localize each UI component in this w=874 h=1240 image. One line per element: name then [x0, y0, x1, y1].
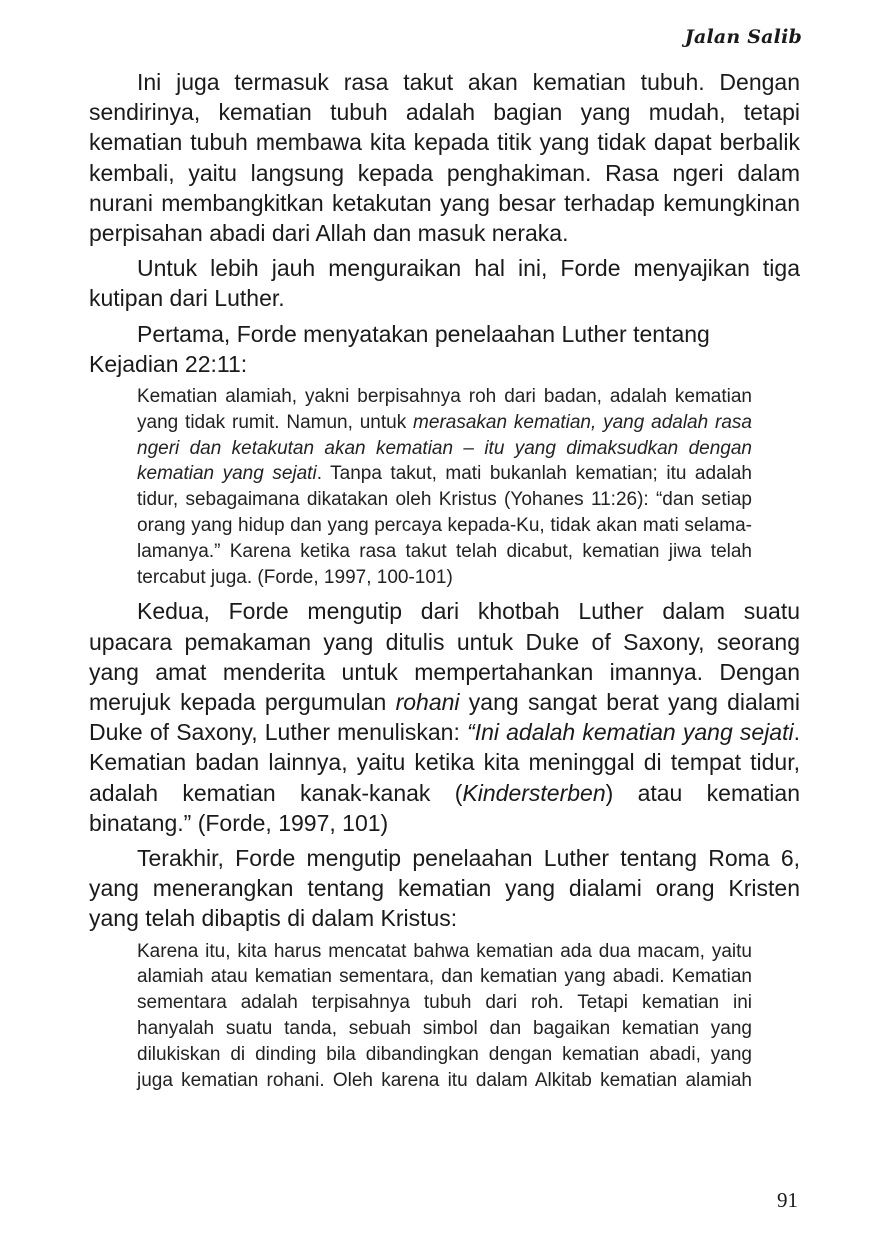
paragraph-fear-of-death: Ini juga termasuk rasa takut akan kematian tubuh. Dengan sendirinya, kematian tubuh adalah bagian yang mudah, tetapi kematian tubuh membawa kita kepada titik yang tidak dapat berbalik kembali, yaitu langsung kepada penghakiman. Rasa ngeri dalam nurani membangkitkan ketakutan yang besar terhadap kemungkinan perpisahan abadi dari Allah dan masuk neraka.	[89, 69, 800, 247]
paragraph-first-quote-intro: Pertama, Forde menyatakan penelaahan Luther tentang Kejadian 22:11:	[89, 320, 710, 377]
block-quote-romans: Karena itu, kita harus mencatat bahwa kematian ada dua macam, yaitu alamiah atau kematian sementara, dan kematian yang abadi. Kematian sementara adalah terpisahnya tubuh dari roh. Tetapi kematian ini hanyalah suatu tanda, sebuah simbol dan bagaikan kematian yang dilukiskan di dinding bila dibandingkan dengan kematian abadi, yang juga kematian rohani. Oleh karena itu dalam Alkitab kematian alamiah	[137, 940, 752, 1091]
block-quote-genesis	[137, 384, 752, 590]
paragraph-text: ) atau kematian binatang.” (Forde, 1997, 101)	[89, 779, 800, 836]
running-header: Jalan Salib	[684, 26, 802, 48]
quote-emphasis: merasakan kematian, yang adalah rasa ngeri dan ketakutan akan kematian – itu yang dimaksudkan dengan kematian yang sejati	[137, 411, 752, 485]
paragraph-three-quotes-intro: Untuk lebih jauh menguraikan hal ini, Forde menyajikan tiga kutipan dari Luther.	[89, 255, 800, 312]
paragraph-text: yang sangat berat yang dialami Duke of Saxony, Luther menuliskan:	[89, 689, 801, 746]
paragraph-second-quote	[89, 596, 800, 838]
quote-text: . Tanpa takut, mati bukanlah kematian; itu adalah tidur, sebagaimana dikatakan oleh Kristus (Yohanes 11:26): “dan setiap orang yang hidup dan yang percaya kepada-Ku, tidak akan mati selama-lamanya.” Karena ketika rasa takut telah dicabut, kematian jiwa telah tercabut juga. (Forde, 1997, 100-101)	[137, 463, 752, 588]
page-body	[89, 67, 800, 1099]
paragraph-emphasis: rohani	[395, 689, 460, 716]
quote-text: Kematian alamiah, yakni berpisahnya roh dari badan, adalah kematian yang tidak rumit. Namun, untuk	[137, 386, 752, 433]
paragraph-text: Kedua, Forde mengutip dari khotbah Luther dalam suatu upacara pemakaman yang ditulis untuk Duke of Saxony, seorang yang amat menderita untuk mempertahankan imannya. Dengan merujuk kepada pergumulan	[89, 598, 800, 716]
paragraph-text: . Kematian badan lainnya, yaitu ketika kita meninggal di tempat tidur, adalah kematian kanak-kanak (	[89, 719, 800, 806]
paragraph-third-quote-intro: Terakhir, Forde mengutip penelaahan Luther tentang Roma 6, yang menerangkan tentang kematian yang dialami orang Kristen yang telah dibaptis di dalam Kristus:	[89, 845, 800, 932]
paragraph-emphasis: “Ini adalah kematian yang sejati	[467, 719, 794, 746]
page-number: 91	[777, 1188, 798, 1212]
paragraph-emphasis: Kindersterben	[462, 779, 606, 806]
